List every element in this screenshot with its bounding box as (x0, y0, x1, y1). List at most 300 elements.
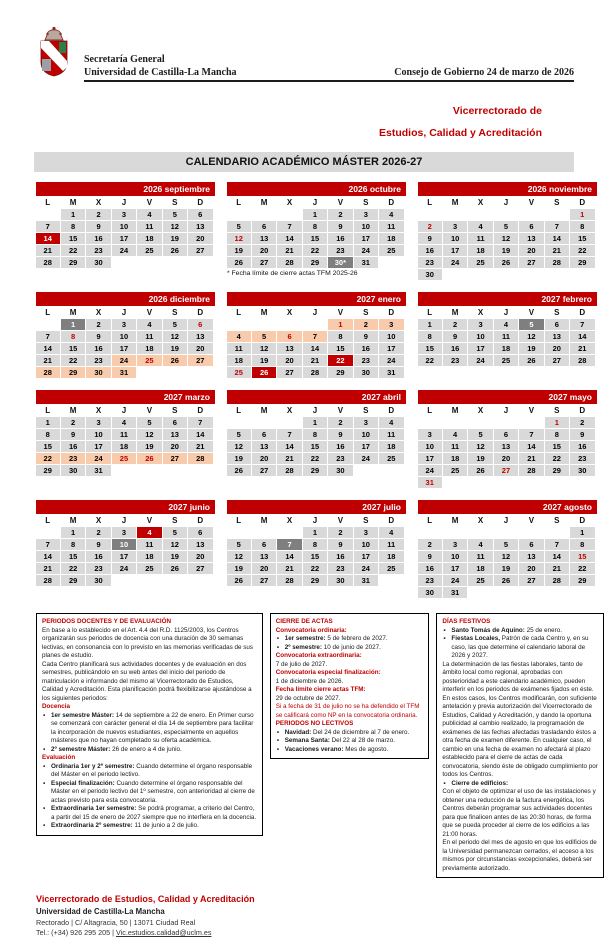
day-cell: 14 (36, 233, 60, 244)
day-cell: 2 (418, 221, 442, 232)
bullet-icon: ▪ (276, 635, 279, 643)
empty-cell (137, 465, 161, 476)
empty-cell (188, 257, 212, 268)
day-cell: 4 (137, 209, 161, 220)
month-title: 2027 febrero (418, 292, 597, 306)
day-cell: 9 (86, 221, 110, 232)
org-name: Secretaría General (84, 54, 165, 65)
weekday-header: S (554, 308, 560, 318)
day-cell: 9 (328, 429, 352, 440)
day-cell: 9 (328, 539, 352, 550)
weekday-header: X (477, 516, 484, 526)
day-cell: 21 (570, 343, 594, 354)
month-2027-abril (227, 390, 406, 477)
weekday-header: L (45, 308, 51, 318)
day-cell: 20 (188, 551, 212, 562)
day-cell: 22 (36, 453, 60, 464)
day-cell: 24 (379, 355, 403, 366)
empty-cell (519, 269, 543, 280)
box-paragraph: 29 de octubre de 2027. (275, 694, 341, 702)
day-cell: 14 (36, 551, 60, 562)
day-cell: 18 (137, 551, 161, 562)
day-cell: 30 (86, 257, 110, 268)
month-title: 2027 enero (227, 292, 406, 306)
day-cell: 16 (570, 441, 594, 452)
day-cell: 27 (545, 355, 569, 366)
day-cell: 7 (36, 539, 60, 550)
day-cell: 25 (137, 355, 161, 366)
day-cell: 23 (418, 257, 442, 268)
empty-cell (163, 465, 187, 476)
day-cell: 5 (163, 209, 187, 220)
empty-cell (494, 477, 518, 488)
box-list-item: ▪ Ordinaria 1er y 2º semestre: Cuando determine el órgano responsable del Máster en el periodo lectivo. (43, 762, 253, 779)
day-cell: 11 (468, 551, 492, 562)
month-title: 2026 septiembre (36, 182, 215, 196)
day-cell: 7 (545, 221, 569, 232)
day-cell: 19 (227, 453, 251, 464)
day-cell: 12 (227, 233, 251, 244)
empty-cell (418, 417, 442, 428)
day-cell: 21 (36, 563, 60, 574)
day-cell: 3 (112, 319, 136, 330)
day-cell: 22 (328, 355, 352, 366)
weekday-header: V (146, 198, 153, 208)
weekday-header: L (236, 198, 242, 208)
day-cell: 15 (61, 343, 85, 354)
calendar-grid (36, 182, 604, 599)
empty-cell (227, 417, 251, 428)
weekday-header: J (121, 198, 127, 208)
empty-cell (112, 465, 136, 476)
day-cell: 1 (303, 527, 327, 538)
day-cell: 17 (354, 441, 378, 452)
day-cell: 28 (519, 465, 543, 476)
day-cell: 25 (137, 245, 161, 256)
day-cell: 21 (36, 245, 60, 256)
weekday-header: D (388, 308, 395, 318)
day-cell: 30 (570, 465, 594, 476)
weekday-header: S (363, 308, 369, 318)
day-cell: 6 (252, 221, 276, 232)
day-cell: 15 (570, 551, 594, 562)
day-cell: 18 (137, 343, 161, 354)
empty-cell (379, 465, 403, 476)
day-cell: 11 (379, 539, 403, 550)
day-cell: 8 (303, 539, 327, 550)
weekday-header: V (146, 308, 153, 318)
day-cell: 15 (303, 441, 327, 452)
weekday-header: M (260, 516, 268, 526)
day-cell: 12 (494, 233, 518, 244)
day-cell: 27 (188, 245, 212, 256)
weekday-header: D (579, 516, 586, 526)
month-2026-octubre (227, 182, 406, 277)
day-cell: 13 (252, 233, 276, 244)
empty-cell (545, 209, 569, 220)
weekday-header: D (579, 198, 586, 208)
box-subheading: Fecha límite cierre actas TFM: (275, 686, 366, 694)
empty-cell (354, 465, 378, 476)
day-cell: 13 (188, 539, 212, 550)
day-cell: 31 (418, 477, 442, 488)
weekday-header: J (312, 308, 318, 318)
day-cell: 1 (570, 527, 594, 538)
empty-cell (227, 319, 251, 330)
weekday-header: S (554, 406, 560, 416)
weekday-header: X (477, 308, 484, 318)
day-cell: 2 (443, 319, 467, 330)
day-cell: 5 (227, 221, 251, 232)
weekday-header: L (236, 406, 242, 416)
day-cell: 14 (545, 233, 569, 244)
day-cell: 5 (252, 331, 276, 342)
day-cell: 17 (112, 343, 136, 354)
day-cell: 6 (163, 417, 187, 428)
info-boxes (36, 613, 604, 878)
empty-cell (227, 527, 251, 538)
day-cell: 20 (188, 343, 212, 354)
day-cell: 30 (328, 465, 352, 476)
month-title: 2027 agosto (418, 500, 597, 514)
empty-cell (443, 209, 467, 220)
box-subheading: Evaluación (42, 754, 76, 762)
empty-cell (443, 417, 467, 428)
day-cell: 31 (379, 367, 403, 378)
box-list-item: ▪ Especial finalización: Cuando determine el órgano responsable del Máster en el periodo lectivo del 1º semestre, con anterioridad al cierre de actas previsto para esta convocatoria. (43, 779, 255, 804)
day-cell: 4 (379, 209, 403, 220)
bullet-icon: ▪ (43, 711, 46, 719)
weekday-header: X (477, 406, 484, 416)
day-cell: 29 (303, 465, 327, 476)
day-cell: 13 (188, 331, 212, 342)
day-cell: 29 (61, 575, 85, 586)
empty-cell (468, 587, 492, 598)
day-cell: 22 (61, 563, 85, 574)
day-cell: 5 (227, 429, 251, 440)
day-cell: 3 (112, 209, 136, 220)
weekday-header: D (197, 406, 204, 416)
day-cell: 4 (227, 331, 251, 342)
day-cell: 26 (519, 355, 543, 366)
box-paragraph: 7 de julio de 2027. (275, 660, 328, 668)
day-cell: 8 (303, 429, 327, 440)
weekday-header: V (337, 198, 344, 208)
weekday-header: L (427, 406, 433, 416)
day-cell: 4 (379, 527, 403, 538)
day-cell: 11 (137, 221, 161, 232)
day-cell: 19 (494, 563, 518, 574)
weekday-header: J (121, 516, 127, 526)
day-cell: 9 (61, 429, 85, 440)
day-cell: 31 (86, 465, 110, 476)
bullet-icon: ▪ (43, 745, 46, 753)
empty-cell (252, 417, 276, 428)
day-cell: 3 (354, 527, 378, 538)
day-cell: 23 (328, 453, 352, 464)
weekday-header: M (260, 308, 268, 318)
day-cell: 16 (328, 551, 352, 562)
weekday-header: D (579, 406, 586, 416)
day-cell: 27 (163, 453, 187, 464)
empty-cell (379, 257, 403, 268)
day-cell: 17 (112, 551, 136, 562)
day-cell: 21 (545, 563, 569, 574)
month-title: 2027 julio (227, 500, 406, 514)
day-cell: 26 (227, 575, 251, 586)
footer-tel: Tel.: (+34) 926 295 205 | (36, 928, 116, 937)
day-cell: 26 (252, 367, 276, 378)
day-cell: 15 (303, 551, 327, 562)
day-cell: 2 (354, 319, 378, 330)
day-cell: 19 (252, 355, 276, 366)
day-cell: 8 (61, 539, 85, 550)
weekday-header: D (197, 198, 204, 208)
empty-cell (494, 269, 518, 280)
day-cell: 25 (379, 563, 403, 574)
weekday-header: S (363, 406, 369, 416)
day-cell: 13 (519, 233, 543, 244)
day-cell: 31 (354, 257, 378, 268)
day-cell: 19 (163, 233, 187, 244)
weekday-header: M (451, 198, 459, 208)
weekday-header: X (286, 308, 293, 318)
empty-cell (188, 465, 212, 476)
box-list-item: ▪ Santo Tomás de Aquino: 25 de enero. (443, 626, 562, 634)
day-cell: 9 (86, 539, 110, 550)
day-cell: 12 (163, 539, 187, 550)
day-cell: 16 (418, 563, 442, 574)
day-cell: 24 (112, 563, 136, 574)
day-cell: 1 (570, 209, 594, 220)
day-cell: 23 (86, 355, 110, 366)
day-cell: 19 (519, 343, 543, 354)
day-cell: 20 (494, 453, 518, 464)
weekday-header: X (95, 308, 102, 318)
day-cell: 8 (328, 331, 352, 342)
day-cell: 7 (303, 331, 327, 342)
day-cell: 10 (468, 331, 492, 342)
weekday-header: L (45, 198, 51, 208)
day-cell: 10 (112, 221, 136, 232)
day-cell: 22 (303, 563, 327, 574)
day-cell: 26 (494, 257, 518, 268)
day-cell: 13 (277, 343, 301, 354)
day-cell: 28 (36, 367, 60, 378)
weekday-header: S (172, 406, 178, 416)
day-cell: 20 (519, 245, 543, 256)
weekday-header: V (528, 516, 535, 526)
day-cell: 16 (86, 233, 110, 244)
day-cell: 20 (277, 355, 301, 366)
day-cell: 27 (188, 355, 212, 366)
day-cell: 17 (443, 245, 467, 256)
day-cell: 8 (303, 221, 327, 232)
weekday-header: D (388, 198, 395, 208)
day-cell: 22 (418, 355, 442, 366)
empty-cell (163, 575, 187, 586)
day-cell: 24 (354, 563, 378, 574)
box-list-item: ▪ Cierre de edificios: (443, 779, 509, 787)
box-subheading: Convocatoria ordinaria: (275, 626, 347, 634)
day-cell: 5 (494, 221, 518, 232)
day-cell: 5 (519, 319, 543, 330)
box-paragraph: En el periodo del mes de agosto en que los edificios de la Universidad permanezcan cerrados, el acceso a los mismos por circunstancias excepcionales, deberá ser previamente autorizado. (442, 839, 597, 872)
day-cell: 23 (328, 563, 352, 574)
org-block (84, 54, 574, 82)
day-cell: 4 (468, 539, 492, 550)
day-cell: 27 (494, 465, 518, 476)
day-cell: 23 (443, 355, 467, 366)
empty-cell (468, 269, 492, 280)
day-cell: 24 (443, 257, 467, 268)
day-cell: 19 (468, 453, 492, 464)
day-cell: 9 (418, 551, 442, 562)
day-cell: 18 (379, 441, 403, 452)
empty-cell (36, 209, 60, 220)
box-paragraph-red: Si a fecha de 31 de julio no se ha defendido el TFM se calificará como NP en la convocatoria ordinaria. (275, 703, 420, 719)
day-cell: 13 (545, 331, 569, 342)
empty-cell (468, 477, 492, 488)
empty-cell (188, 575, 212, 586)
empty-cell (545, 587, 569, 598)
day-cell: 10 (354, 429, 378, 440)
day-cell: 12 (519, 331, 543, 342)
day-cell: 20 (252, 563, 276, 574)
day-cell: 21 (36, 355, 60, 366)
day-cell: 21 (277, 453, 301, 464)
day-cell: 7 (188, 417, 212, 428)
day-cell: 8 (545, 429, 569, 440)
day-cell: 19 (137, 441, 161, 452)
weekday-header: L (45, 516, 51, 526)
day-cell: 16 (86, 551, 110, 562)
day-cell: 18 (137, 233, 161, 244)
day-cell: 10 (112, 539, 136, 550)
day-cell: 1 (303, 417, 327, 428)
day-cell: 30* (328, 257, 352, 268)
bullet-icon: ▪ (276, 728, 279, 736)
day-cell: 9 (86, 331, 110, 342)
month-title: 2027 abril (227, 390, 406, 404)
day-cell: 17 (354, 233, 378, 244)
month-title: 2027 marzo (36, 390, 215, 404)
month-title: 2026 noviembre (418, 182, 597, 196)
day-cell: 29 (570, 575, 594, 586)
day-cell: 24 (354, 245, 378, 256)
empty-cell (303, 319, 327, 330)
box-paragraph: La determinación de las fiestas laborales, tanto de ámbito local como regional, aprobadas con posterioridad a este calendario académico, pueden interferir en los periodos de exámenes fijados en éste. En estos casos, los Centros modificarán, con suficiente antelación y previa autorización del Vicerrectorado de Estudios, Calidad y Acreditación, y dando la oportuna publicidad al cambio realizado, la programación de exámenes de las fechas afectadas trasladando éstos a otra fecha de examen diferente. En cualquier caso, el cambio en una fecha de examen no afectará al plazo establecido para el cierre de actas de cada convocatoria, siendo éste de obligado cumplimiento por todos los Centros. (442, 660, 598, 779)
day-cell: 2 (86, 527, 110, 538)
day-cell: 11 (379, 221, 403, 232)
day-cell: 13 (163, 429, 187, 440)
day-cell: 27 (277, 367, 301, 378)
box-paragraph: Cada Centro planificará sus actividades docentes y de evaluación en dos semestres, publicándolo en su web antes del inicio del periodo de matriculación e informando del mismo al Vicerrectorado de Estudios, Calidad y Acreditación. Esta planificación podrá flexibilizarse ajustándose a los siguientes periodos: (42, 660, 252, 702)
day-cell: 26 (227, 257, 251, 268)
footer-email-link[interactable]: Vic.estudios.calidad@uclm.es (115, 928, 212, 937)
weekday-header: L (236, 516, 242, 526)
day-cell: 24 (112, 245, 136, 256)
day-cell: 7 (570, 319, 594, 330)
weekday-header: X (477, 198, 484, 208)
box-heading: DÍAS FESTIVOS (442, 618, 491, 626)
day-cell: 2 (418, 539, 442, 550)
day-cell: 25 (379, 453, 403, 464)
box-list-item: ▪ Navidad: Del 24 de diciembre al 7 de enero. (276, 728, 410, 736)
day-cell: 19 (494, 245, 518, 256)
day-cell: 22 (570, 245, 594, 256)
box-cierre-actas (270, 613, 430, 759)
empty-cell (252, 209, 276, 220)
day-cell: 26 (163, 563, 187, 574)
day-cell: 15 (545, 441, 569, 452)
day-cell: 24 (418, 465, 442, 476)
weekday-header: J (503, 308, 509, 318)
day-cell: 14 (519, 441, 543, 452)
day-cell: 6 (519, 221, 543, 232)
day-cell: 23 (570, 453, 594, 464)
day-cell: 30 (86, 367, 110, 378)
empty-cell (494, 527, 518, 538)
weekday-header: L (427, 198, 433, 208)
day-cell: 28 (36, 257, 60, 268)
day-cell: 13 (252, 551, 276, 562)
empty-cell (545, 527, 569, 538)
day-cell: 6 (545, 319, 569, 330)
day-cell: 7 (545, 539, 569, 550)
day-cell: 24 (112, 355, 136, 366)
weekday-header: S (363, 198, 369, 208)
weekday-header: L (45, 406, 51, 416)
day-cell: 12 (137, 429, 161, 440)
bullet-icon: ▪ (43, 762, 46, 770)
day-cell: 6 (188, 527, 212, 538)
day-cell: 29 (36, 465, 60, 476)
empty-cell (494, 209, 518, 220)
empty-cell (519, 527, 543, 538)
day-cell: 5 (163, 319, 187, 330)
day-cell: 18 (468, 563, 492, 574)
day-cell: 11 (137, 331, 161, 342)
day-cell: 25 (112, 453, 136, 464)
day-cell: 7 (519, 429, 543, 440)
empty-cell (379, 575, 403, 586)
weekday-header: L (427, 308, 433, 318)
day-cell: 5 (137, 417, 161, 428)
day-cell: 31 (112, 367, 136, 378)
weekday-header: X (95, 516, 102, 526)
day-cell: 23 (86, 563, 110, 574)
month-title: 2026 octubre (227, 182, 406, 196)
day-cell: 14 (188, 429, 212, 440)
day-cell: 28 (36, 575, 60, 586)
weekday-header: S (363, 516, 369, 526)
day-cell: 20 (163, 441, 187, 452)
day-cell: 24 (443, 575, 467, 586)
day-cell: 30 (418, 587, 442, 598)
day-cell: 28 (570, 355, 594, 366)
uclm-logo (34, 26, 74, 82)
day-cell: 1 (61, 527, 85, 538)
empty-cell (545, 269, 569, 280)
footer-dept: Vicerrectorado de Estudios, Calidad y Acreditación (36, 894, 255, 905)
day-cell: 20 (519, 563, 543, 574)
day-cell: 4 (468, 221, 492, 232)
day-cell: 19 (227, 563, 251, 574)
month-2027-mayo (418, 390, 597, 489)
empty-cell (277, 417, 301, 428)
month-title: 2027 mayo (418, 390, 597, 404)
